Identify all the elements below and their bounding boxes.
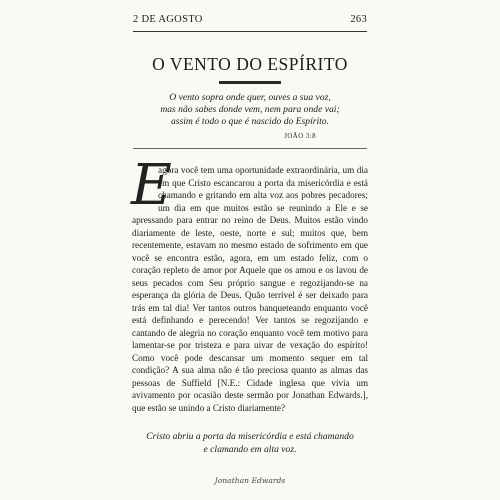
epigraph-line-2: mas não sabes donde vem, nem para onde vai; — [160, 104, 340, 116]
closing-line-1: Cristo abriu a porta da misericórdia e está chamando — [146, 431, 354, 442]
title-ornament-rule — [219, 81, 281, 84]
page-title: O VENTO DO ESPÍRITO — [152, 54, 348, 74]
section-divider — [133, 148, 367, 149]
closing-line-2: e clamando em alta voz. — [203, 443, 297, 455]
epigraph — [160, 92, 340, 129]
drop-cap-space — [132, 164, 158, 213]
drop-cap-letter: E — [131, 153, 172, 218]
header-date: 2 DE AGOSTO — [133, 14, 203, 25]
body-paragraph — [132, 164, 368, 414]
page-header — [133, 14, 367, 25]
epigraph-line-1: O vento sopra onde quer, ouves a sua voz, — [169, 92, 331, 103]
closing-quote — [133, 431, 367, 456]
epigraph-line-3: assim é todo o que é nascido do Espírito. — [170, 116, 330, 128]
author-signature: Jonathan Edwards — [214, 476, 286, 485]
body-text: agora você tem uma oportunidade extraordinária, um dia em que Cristo escancarou a porta da misericórdia e está chamando e gritando em alta voz aos pobres pecadores; um dia em que muitos estão se reunindo a Ele e se apressando para entrar no reino de Deus. Muitos estão vindo diariamente de leste, oeste, norte e sul; muitos que, bem recentemente, estavam no mesmo estado de sofrimento em que você se encontra estão, agora, em um estado feliz, com o coração repleto de amor por Aquele que os amou e os lavou de seus pecados com Seu próprio sangue e regozijando-se na esperança da glória de Deus. Quão terrível é ser deixado para trás em tal dia! Ver tantos outros banqueteando enquanto você está definhando e perecendo! Ver tantos se regozijando e cantando de alegria no coração enquanto você tem motivo para lamentar-se por tristeza e para uivar de vexação do espírito! Como você pode descansar um momento sequer em tal condição? A sua alma não é tão preciosa quanto as almas das pessoas de Suffield [N.E.: Cidade inglesa que vivia um avivamento por ocasião deste sermão por Jonathan Edwards.], que estão se unindo a Cristo diariamente? — [132, 165, 368, 413]
header-divider — [133, 31, 367, 32]
page-number: 263 — [350, 14, 367, 25]
epigraph-reference: JOÃO 3:8 — [284, 133, 316, 140]
